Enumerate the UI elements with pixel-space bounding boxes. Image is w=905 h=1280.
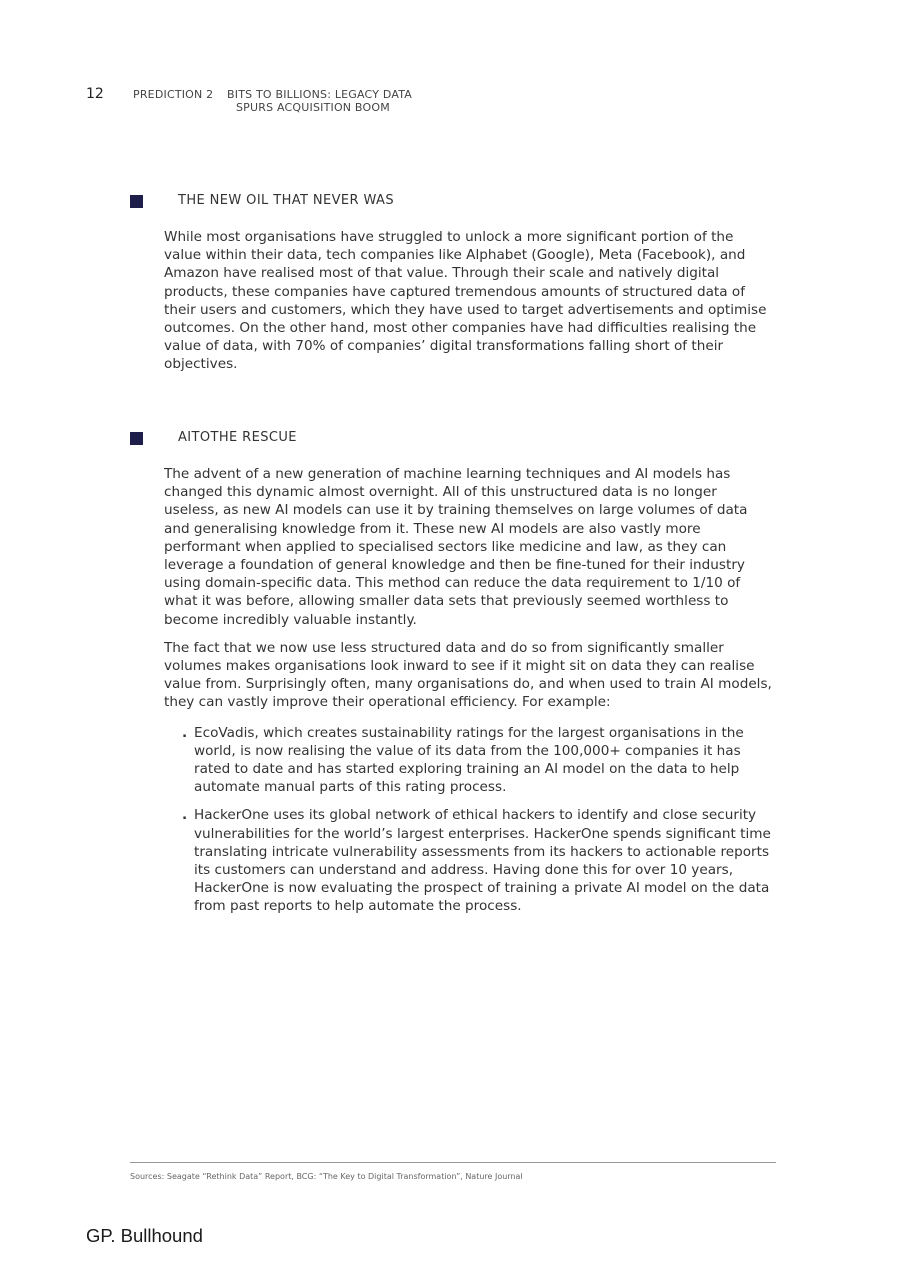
- body-paragraph: The fact that we now use less structured data and do so from significantly smaller volumes makes organisations look inward to see if it might sit on data they can realise value from. Surprisingly often, many organisations do, and when used to train AI models, they can vastly improve their operational efficiency. For example:: [164, 639, 772, 711]
- list-item: [130, 724, 774, 797]
- page-number: 12: [86, 86, 104, 102]
- body-paragraph: The advent of a new generation of machine learning techniques and AI models has changed this dynamic almost overnight. All of this unstructured data is no longer useless, as new AI models can use it by training themselves on large volumes of data and generalising knowledge from it. These new AI models are also vastly more performant when applied to specialised sectors like medicine and law, as they can leverage a foundation of general knowledge and then be fine-tuned for their industry using domain-specific data. This method can reduce the data requirement to 1/10 of what it was before, allowing smaller data sets that previously seemed worthless to become incredibly valuable instantly.: [164, 466, 748, 628]
- section-new-oil: [130, 193, 770, 374]
- sources-note: Sources: Seagate “Rethink Data” Report, BCG: “The Key to Digital Transformation”, Nature Journal: [130, 1172, 523, 1181]
- list-item: [130, 806, 774, 915]
- list-item-text: HackerOne uses its global network of ethical hackers to identify and close security vulnerabilities for the world’s largest enterprises. HackerOne spends significant time translating intricate vulnerability assessments from its hackers to actionable reports its customers can understand and address. Having done this for over 10 years, HackerOne is now evaluating the prospect of training a private AI model on the data from past reports to help automate the process.: [194, 807, 771, 915]
- bullet-dot: .: [182, 724, 188, 741]
- running-title: [227, 88, 447, 114]
- running-title-line2: SPURS ACQUISITION BOOM: [236, 101, 390, 114]
- square-bullet-icon: [130, 432, 143, 445]
- examples-list: [130, 724, 770, 916]
- footer-divider: [130, 1162, 776, 1163]
- list-item-text: EcoVadis, which creates sustainability ratings for the largest organisations in the world, is now realising the value of its data from the 100,000+ companies it has rated to date and has started exploring training an AI model on the data to help automate manual parts of this rating process.: [194, 724, 744, 796]
- bullet-dot: .: [182, 807, 188, 824]
- section-title: AITOTHE RESCUE: [178, 430, 297, 445]
- prediction-kicker: PREDICTION 2: [133, 88, 214, 101]
- square-bullet-icon: [130, 195, 143, 208]
- body-paragraph: While most organisations have struggled to unlock a more significant portion of the value within their data, tech companies like Alphabet (Google), Meta (Facebook), and Amazon have realised most of that value. Through their scale and natively digital products, these companies have captured tremendous amounts of structured data of their users and customers, which they have used to target advertisements and optimise outcomes. On the other hand, most other companies have had difficulties realising the value of data, with 70% of companies’ digital transformations falling short of their objectives.: [164, 229, 767, 373]
- section-ai-rescue: [130, 430, 770, 926]
- section-heading: [130, 430, 770, 450]
- section-title: THE NEW OIL THAT NEVER WAS: [178, 193, 395, 208]
- brand-logo: GP. Bullhound: [86, 1225, 203, 1246]
- section-heading: [130, 193, 770, 213]
- running-title-line1: BITS TO BILLIONS: LEGACY DATA: [227, 88, 413, 101]
